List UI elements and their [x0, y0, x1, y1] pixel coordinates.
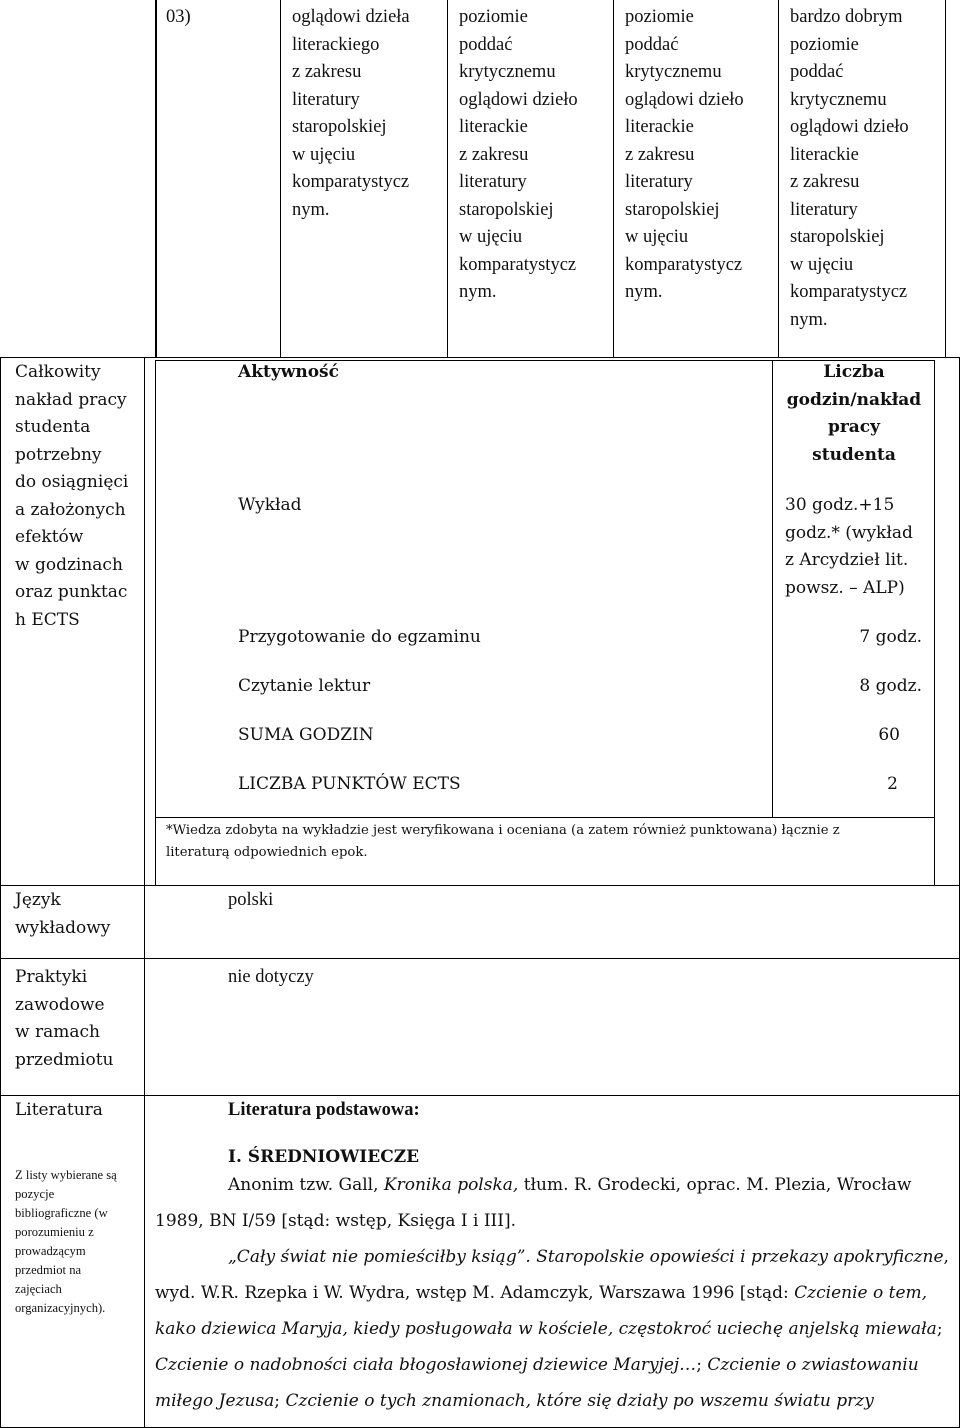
grade-col-good-plus: poziomie poddać krytycznemu oglądowi dzieło literackie z zakresu literatury staropolskiej w ujęciu komparatystycz nym.	[625, 7, 744, 302]
bib-entry-apocrypha-line3: kako dziewica Maryja, kiedy posługowała w kościele, częstokroć uciechę anjelską miewała;	[155, 1319, 943, 1339]
sum-label: SUMA GODZIN	[238, 725, 374, 745]
bib-entry-apocrypha-line5: miłego Jezusa; Czcienie o tych znamionach, które się działy po wszemu światu przy	[155, 1391, 874, 1411]
literature-side-note: Z listy wybierane są pozycje bibliograficzne (w porozumieniu z prowadzącym przedmiot na zajęciach organizacyjnych).	[15, 1168, 117, 1315]
bib-entry-apocrypha-line4: Czcienie o nadobności ciała błogosławionej dziewice Maryjej…; Czcienie o zwiastowaniu	[155, 1355, 919, 1375]
workload-label: Całkowity nakład pracy studenta potrzebny do osiągnięci a założonych efektów w godzinach oraz punktac h ECTS	[15, 362, 129, 630]
ects-label: LICZBA PUNKTÓW ECTS	[238, 774, 461, 794]
workload-note: *Wiedza zdobyta na wykładzie jest weryfikowana i oceniana (a zatem również punktowana) łącznie z literaturą odpowiednich epok.	[166, 823, 840, 860]
criterion-code: 03)	[166, 7, 191, 27]
literature-heading: Literatura podstawowa:	[228, 1100, 420, 1120]
internship-value: nie dotyczy	[228, 967, 314, 987]
language-label: Język wykładowy	[15, 890, 111, 938]
grade-col-good: poziomie poddać krytycznemu oglądowi dzieło literackie z zakresu literatury staropolskiej w ujęciu komparatystycz nym.	[459, 7, 578, 302]
internship-label: Praktyki zawodowe w ramach przedmiotu	[15, 967, 114, 1070]
header-hours: Liczba godzin/nakład pracy studenta	[786, 362, 922, 465]
hours-exam-prep: 7 godz.	[859, 627, 922, 647]
header-activity: Aktywność	[238, 362, 339, 382]
grade-col-satisfactory: oglądowi dzieła literackiego z zakresu literatury staropolskiej w ujęciu komparatystycz nym.	[292, 7, 410, 220]
hours-reading: 8 godz.	[859, 676, 922, 696]
activity-exam-prep: Przygotowanie do egzaminu	[238, 627, 481, 647]
literature-label: Literatura	[15, 1100, 103, 1120]
hours-lecture: 30 godz.+15 godz.* (wykład z Arcydzieł lit. powsz. – ALP)	[785, 495, 913, 598]
bib-entry-gall-line1: Anonim tzw. Gall, Kronika polska, tłum. R. Grodecki, oprac. M. Plezia, Wrocław	[228, 1175, 912, 1195]
section-medieval: I. ŚREDNIOWIECZE	[228, 1147, 420, 1167]
ects-value: 2	[887, 774, 898, 794]
activity-lecture: Wykład	[238, 495, 302, 515]
grade-col-very-good: bardzo dobrym poziomie poddać krytycznemu oglądowi dzieło literackie z zakresu literatury staropolskiej w ujęciu komparatystycz nym.	[790, 7, 909, 330]
language-value: polski	[228, 890, 274, 910]
sum-value: 60	[878, 725, 900, 745]
bib-entry-apocrypha-line1: „Cały świat nie pomieściłby ksiąg”. Staropolskie opowieści i przekazy apokryficzne,	[228, 1247, 949, 1267]
activity-reading: Czytanie lektur	[238, 676, 371, 696]
bib-entry-gall-line2: 1989, BN I/59 [stąd: wstęp, Księga I i III].	[155, 1211, 517, 1231]
bib-entry-apocrypha-line2: wyd. W.R. Rzepka i W. Wydra, wstęp M. Adamczyk, Warszawa 1996 [stąd: Czcienie o tem,	[155, 1283, 928, 1303]
